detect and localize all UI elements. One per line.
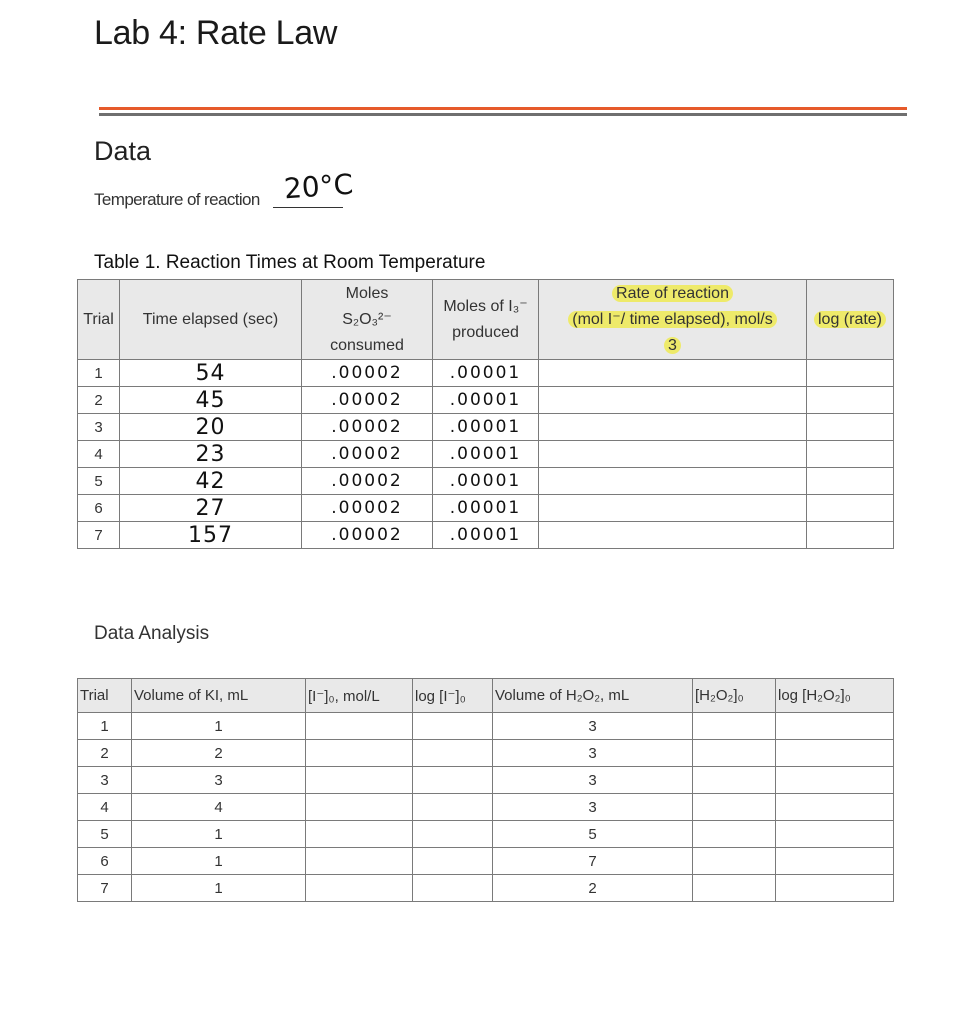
conc-i-cell[interactable] bbox=[306, 794, 413, 821]
table1-header-trial: Trial bbox=[78, 280, 120, 360]
temperature-label: Temperature of reaction bbox=[94, 190, 260, 209]
vol-h2o2-cell: 3 bbox=[493, 767, 693, 794]
log-i-cell[interactable] bbox=[413, 821, 493, 848]
log-i-cell[interactable] bbox=[413, 713, 493, 740]
conc-i-cell[interactable] bbox=[306, 713, 413, 740]
rate-cell[interactable] bbox=[539, 414, 807, 441]
handwritten-value: .00002 bbox=[331, 444, 403, 464]
handwritten-value: .00002 bbox=[331, 498, 403, 518]
conc-i-cell[interactable] bbox=[306, 875, 413, 902]
log-h2o2-cell[interactable] bbox=[776, 875, 894, 902]
data-analysis-heading: Data Analysis bbox=[94, 623, 210, 644]
table2-header-vol-h2o2: Volume of H₂O₂, mL bbox=[493, 679, 693, 713]
handwritten-value: .00001 bbox=[449, 444, 522, 464]
time-cell[interactable] bbox=[120, 441, 302, 468]
vol-ki-cell: 1 bbox=[132, 821, 306, 848]
table-row bbox=[78, 794, 894, 821]
vol-h2o2-cell: 3 bbox=[493, 740, 693, 767]
handwritten-value: 157 bbox=[188, 522, 233, 548]
time-cell[interactable] bbox=[120, 387, 302, 414]
i3-cell[interactable] bbox=[433, 387, 539, 414]
trial-cell: 6 bbox=[78, 848, 132, 875]
table-row bbox=[78, 495, 894, 522]
conc-h2o2-cell[interactable] bbox=[693, 821, 776, 848]
log-i-cell[interactable] bbox=[413, 848, 493, 875]
table2-header-conc-h2o2: [H₂O₂]₀ bbox=[693, 679, 776, 713]
vol-ki-cell: 1 bbox=[132, 848, 306, 875]
reaction-times-table bbox=[77, 279, 894, 549]
i3-cell[interactable] bbox=[433, 414, 539, 441]
table2-header-vol-ki: Volume of KI, mL bbox=[132, 679, 306, 713]
i3-cell[interactable] bbox=[433, 468, 539, 495]
time-cell[interactable] bbox=[120, 360, 302, 387]
log-rate-cell[interactable] bbox=[807, 414, 894, 441]
vol-h2o2-cell: 7 bbox=[493, 848, 693, 875]
table-row bbox=[78, 360, 894, 387]
log-h2o2-cell[interactable] bbox=[776, 740, 894, 767]
trial-cell: 5 bbox=[78, 821, 132, 848]
log-h2o2-cell[interactable] bbox=[776, 848, 894, 875]
log-rate-cell[interactable] bbox=[807, 387, 894, 414]
title-rule-accent bbox=[99, 107, 907, 110]
handwritten-value: 20 bbox=[195, 414, 226, 440]
highlighted-text: (mol I⁻/ time elapsed), mol/s bbox=[568, 311, 777, 328]
log-rate-cell[interactable] bbox=[807, 495, 894, 522]
handwritten-value: .00002 bbox=[331, 417, 403, 437]
s2o3-cell[interactable] bbox=[302, 522, 433, 549]
conc-i-cell[interactable] bbox=[306, 821, 413, 848]
trial-cell: 1 bbox=[78, 713, 132, 740]
trial-cell: 6 bbox=[78, 495, 120, 522]
log-h2o2-cell[interactable] bbox=[776, 713, 894, 740]
handwritten-value: .00002 bbox=[331, 363, 403, 383]
s2o3-cell[interactable] bbox=[302, 495, 433, 522]
header-line: produced bbox=[452, 323, 519, 341]
trial-cell: 3 bbox=[78, 414, 120, 441]
temperature-underline bbox=[273, 207, 343, 208]
log-rate-cell[interactable] bbox=[807, 522, 894, 549]
rate-cell[interactable] bbox=[539, 468, 807, 495]
s2o3-cell[interactable] bbox=[302, 387, 433, 414]
conc-i-cell[interactable] bbox=[306, 767, 413, 794]
conc-h2o2-cell[interactable] bbox=[693, 713, 776, 740]
conc-i-cell[interactable] bbox=[306, 740, 413, 767]
s2o3-cell[interactable] bbox=[302, 441, 433, 468]
vol-h2o2-cell: 3 bbox=[493, 713, 693, 740]
header-line: Moles bbox=[345, 284, 389, 302]
trial-cell: 5 bbox=[78, 468, 120, 495]
i3-cell[interactable] bbox=[433, 441, 539, 468]
table1-header-row bbox=[78, 280, 894, 360]
trial-cell: 4 bbox=[78, 441, 120, 468]
highlighted-text: Rate of reaction bbox=[612, 285, 733, 302]
trial-cell: 3 bbox=[78, 767, 132, 794]
table-row bbox=[78, 875, 894, 902]
vol-ki-cell: 3 bbox=[132, 767, 306, 794]
rate-cell[interactable] bbox=[539, 522, 807, 549]
log-i-cell[interactable] bbox=[413, 794, 493, 821]
table1-header-log-rate bbox=[807, 280, 894, 360]
data-analysis-table bbox=[77, 678, 894, 902]
table1-header-time: Time elapsed (sec) bbox=[120, 280, 302, 360]
i3-cell[interactable] bbox=[433, 522, 539, 549]
handwritten-value: .00002 bbox=[331, 471, 403, 491]
log-i-cell[interactable] bbox=[413, 740, 493, 767]
handwritten-value: .00001 bbox=[449, 363, 522, 383]
log-h2o2-cell[interactable] bbox=[776, 821, 894, 848]
table2-header-trial: Trial bbox=[78, 679, 132, 713]
table-row bbox=[78, 468, 894, 495]
log-rate-cell[interactable] bbox=[807, 468, 894, 495]
trial-cell: 2 bbox=[78, 387, 120, 414]
table2-header-log-i: log [I⁻]₀ bbox=[413, 679, 493, 713]
time-cell[interactable] bbox=[120, 522, 302, 549]
table1-header-rate bbox=[539, 280, 807, 360]
table-row bbox=[78, 848, 894, 875]
handwritten-value: .00001 bbox=[449, 498, 522, 518]
time-cell[interactable] bbox=[120, 495, 302, 522]
handwritten-value: .00001 bbox=[449, 390, 522, 410]
handwritten-value: .00001 bbox=[449, 471, 522, 491]
handwritten-value: .00002 bbox=[331, 525, 403, 545]
vol-h2o2-cell: 2 bbox=[493, 875, 693, 902]
table-row bbox=[78, 441, 894, 468]
handwritten-value: 27 bbox=[195, 495, 226, 521]
table-row bbox=[78, 767, 894, 794]
conc-h2o2-cell[interactable] bbox=[693, 875, 776, 902]
vol-h2o2-cell: 3 bbox=[493, 794, 693, 821]
log-i-cell[interactable] bbox=[413, 767, 493, 794]
header-line: Moles of I₃⁻ bbox=[443, 297, 528, 315]
log-h2o2-cell[interactable] bbox=[776, 767, 894, 794]
vol-ki-cell: 1 bbox=[132, 875, 306, 902]
rate-cell[interactable] bbox=[539, 360, 807, 387]
conc-h2o2-cell[interactable] bbox=[693, 794, 776, 821]
header-line: S₂O₃²⁻ bbox=[342, 310, 392, 328]
table-row bbox=[78, 821, 894, 848]
handwritten-value: 54 bbox=[195, 360, 226, 386]
table-row bbox=[78, 414, 894, 441]
trial-cell: 7 bbox=[78, 875, 132, 902]
table2-header-conc-i: [I⁻]₀, mol/L bbox=[306, 679, 413, 713]
handwritten-value: 23 bbox=[195, 441, 226, 467]
vol-ki-cell: 4 bbox=[132, 794, 306, 821]
title-rule-secondary bbox=[99, 113, 907, 116]
time-cell[interactable] bbox=[120, 414, 302, 441]
table2-header-log-h2o2: log [H₂O₂]₀ bbox=[776, 679, 894, 713]
log-h2o2-cell[interactable] bbox=[776, 794, 894, 821]
header-line: consumed bbox=[330, 336, 404, 354]
log-rate-cell[interactable] bbox=[807, 441, 894, 468]
table1-header-moles-s2o3 bbox=[302, 280, 433, 360]
log-rate-cell[interactable] bbox=[807, 360, 894, 387]
trial-cell: 4 bbox=[78, 794, 132, 821]
handwritten-value: 42 bbox=[195, 468, 226, 494]
handwritten-value: .00002 bbox=[331, 390, 403, 410]
s2o3-cell[interactable] bbox=[302, 360, 433, 387]
trial-cell: 2 bbox=[78, 740, 132, 767]
vol-ki-cell: 2 bbox=[132, 740, 306, 767]
data-section-heading: Data bbox=[94, 136, 152, 166]
handwritten-value: .00001 bbox=[449, 417, 522, 437]
conc-h2o2-cell[interactable] bbox=[693, 740, 776, 767]
page-title: Lab 4: Rate Law bbox=[94, 14, 338, 52]
log-i-cell[interactable] bbox=[413, 875, 493, 902]
trial-cell: 1 bbox=[78, 360, 120, 387]
rate-cell[interactable] bbox=[539, 387, 807, 414]
s2o3-cell[interactable] bbox=[302, 468, 433, 495]
conc-i-cell[interactable] bbox=[306, 848, 413, 875]
table-row bbox=[78, 740, 894, 767]
temperature-value[interactable]: 20°C bbox=[282, 167, 355, 206]
i3-cell[interactable] bbox=[433, 360, 539, 387]
vol-h2o2-cell: 5 bbox=[493, 821, 693, 848]
table2-header-row bbox=[78, 679, 894, 713]
conc-h2o2-cell[interactable] bbox=[693, 767, 776, 794]
highlighted-text: log (rate) bbox=[814, 311, 886, 328]
table1-header-moles-i3 bbox=[433, 280, 539, 360]
i3-cell[interactable] bbox=[433, 495, 539, 522]
s2o3-cell[interactable] bbox=[302, 414, 433, 441]
handwritten-value: 45 bbox=[195, 387, 226, 413]
table1-caption: Table 1. Reaction Times at Room Temperature bbox=[94, 252, 486, 273]
rate-cell[interactable] bbox=[539, 495, 807, 522]
time-cell[interactable] bbox=[120, 468, 302, 495]
conc-h2o2-cell[interactable] bbox=[693, 848, 776, 875]
rate-cell[interactable] bbox=[539, 441, 807, 468]
vol-ki-cell: 1 bbox=[132, 713, 306, 740]
table-row bbox=[78, 387, 894, 414]
table-row bbox=[78, 713, 894, 740]
trial-cell: 7 bbox=[78, 522, 120, 549]
highlighted-text: 3 bbox=[664, 337, 681, 354]
handwritten-value: .00001 bbox=[449, 525, 522, 545]
table-row bbox=[78, 522, 894, 549]
